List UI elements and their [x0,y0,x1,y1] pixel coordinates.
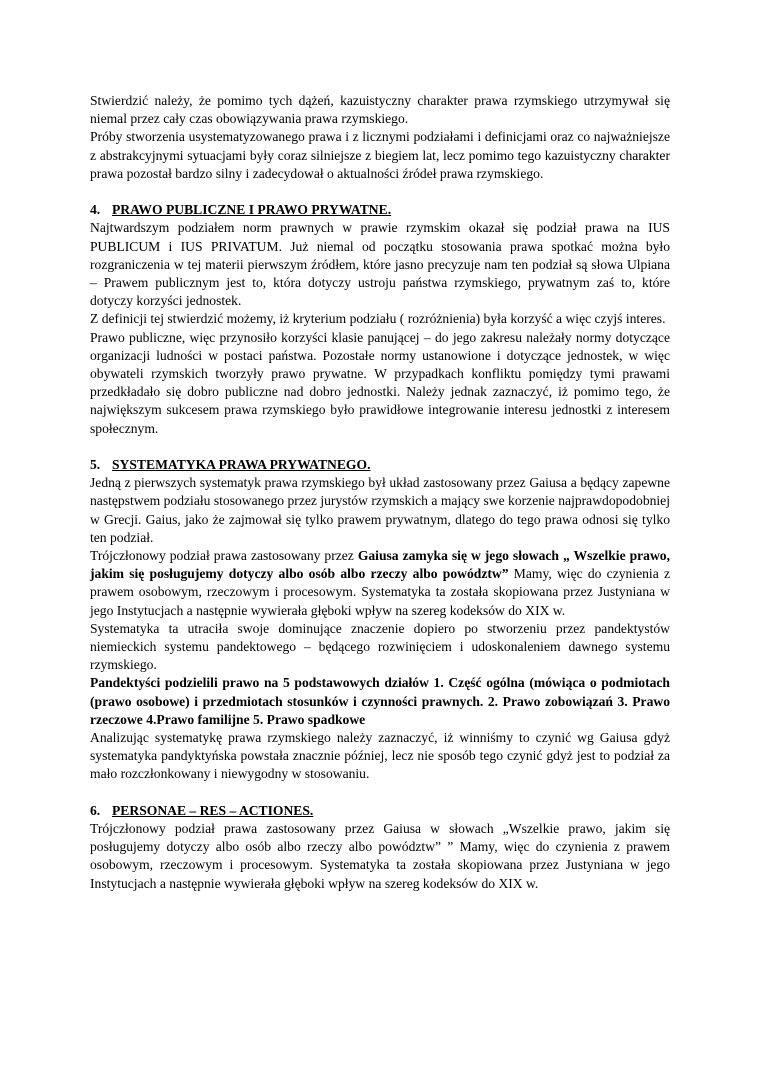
section-4-title: PRAWO PUBLICZNE I PRAWO PRYWATNE. [112,202,392,218]
section-6-number: 6. [90,802,101,818]
section-5-paragraph-2 [90,547,670,620]
section-5-paragraph-5: Analizując systematykę prawa rzymskiego należy zaznaczyć, iż winniśmy to czynić wg Gaiusa gdyż systematyka pandyktyńska powstała znacznie później, lecz nie sposób tego czynić gdyż jest to podział za mało rozczłonkowany i niewygodny w stosowaniu. [90,730,670,782]
section-4-number: 4. [90,202,101,218]
section-6-heading [90,802,670,820]
section-5-paragraph-2-quote: Gaiusa zamyka się w jego słowach „ Wszelkie prawo, jakim się posługujemy dotyczy albo osób albo rzeczy albo powództw” [90,548,670,582]
section-4-paragraph-3: Prawo publiczne, więc przynosiło korzyści klasie panującej – do jego zakresu należały normy dotyczące organizacji ludności w postaci państwa. Pozostałe normy ustanowione i dotyczące jednostek, w więc obywateli rzymskich tworzyły prawo prywatne. W przypadkach konfliktu pomiędzy tymi prawami przedkładało się dobro publiczne nad dobro jednostki. Należy jednak zaznaczyć, iż pomimo tego, że największym sukcesem prawa rzymskiego było prawidłowe integrowanie interesu jednostki z interesem społecznym. [90,329,670,436]
section-5-paragraph-2-end: Mamy, więc do czynienia z prawem osobowym, rzeczowym i procesowym. Systematyka ta została skopiowana przez Justyniana w jego Instytucjach a następnie wywierała głęboki wpływ na szereg kodeksów do XIX w. [90,566,670,618]
section-4-heading [90,201,670,219]
intro-paragraph-2: Próby stworzenia usystematyzowanego prawa i z licznymi podziałami i definicjami oraz co najważniejsze z abstrakcyjnymi sytuacjami były coraz silniejsze z biegiem lat, lecz pomimo tego kazuistyczny charakter prawa pozostał bardzo silny i zadecydował o aktualności źródeł prawa rzymskiego. [90,129,670,181]
section-5-paragraph-2-start: Trójczłonowy podział prawa zastosowany przez [90,548,358,564]
section-5-number: 5. [90,457,101,473]
section-5-heading [90,456,670,474]
section-5-title: SYSTEMATYKA PRAWA PRYWATNEGO. [112,457,371,473]
section-5-paragraph-3: Systematyka ta utraciła swoje dominujące znaczenie dopiero po stworzeniu przez pandektystów niemieckich systemu pandektowego – będącego rozwinięciem i udoskonaleniem dawnego systemu rzymskiego. [90,620,670,673]
section-6-title: PERSONAE – RES – ACTIONES. [112,802,314,818]
section-6-paragraph-1: Trójczłonowy podział prawa zastosowany przez Gaiusa w słowach „Wszelkie prawo, jakim się posługujemy dotyczy albo osób albo rzeczy albo powództw” ” Mamy, więc do czynienia z prawem osobowym, rzeczowym i procesowym. Systematyka ta została skopiowana przez Justyniana w jego Instytucjach a następnie wywierała głęboki wpływ na szereg kodeksów do XIX w. [90,821,670,891]
document-page [90,92,670,893]
section-4-paragraph-1: Najtwardszym podziałem norm prawnych w prawie rzymskim okazał się podział prawa na IUS PUBLICUM i IUS PRIVATUM. Już niemal od początku stosowania prawa spotkać można było rozgraniczenia w tej materii pierwszym źródłem, które jasno precyzuje nam ten podział są słowa Ulpiana – Prawem publicznym jest to, która dotyczy ustroju państwa rzymskiego, prywatnym zaś to, które dotyczy korzyści jednostek. [90,220,670,309]
intro-paragraph-1: Stwierdzić należy, że pomimo tych dążeń, kazuistyczny charakter prawa rzymskiego utrzymywał się niemal przez cały czas obowiązywania prawa rzymskiego. [90,93,670,127]
section-4-paragraph-2: Z definicji tej stwierdzić możemy, iż kryterium podziału ( rozróżnienia) była korzyść a więc czyjś interes. [90,311,666,327]
section-5-paragraph-1: Jedną z pierwszych systematyk prawa rzymskiego był układ zastosowany przez Gaiusa a będący zapewne następstwem podziału stosowanego przez jurystów rzymskich a mający swe korzenie najprawdopodobniej w Grecji. Gaius, jako że zajmował się tylko prawem prywatnym, dlatego do tego prawa odnosi się tylko ten podział. [90,475,670,545]
section-5-paragraph-4: Pandektyści podzielili prawo na 5 podstawowych działów 1. Część ogólna (mówiąca o podmiotach (prawo osobowe) i przedmiotach stosunków i czynności prawnych. 2. Prawo zobowiązań 3. Prawo rzeczowe 4.Prawo familijne 5. Prawo spadkowe [90,675,670,727]
